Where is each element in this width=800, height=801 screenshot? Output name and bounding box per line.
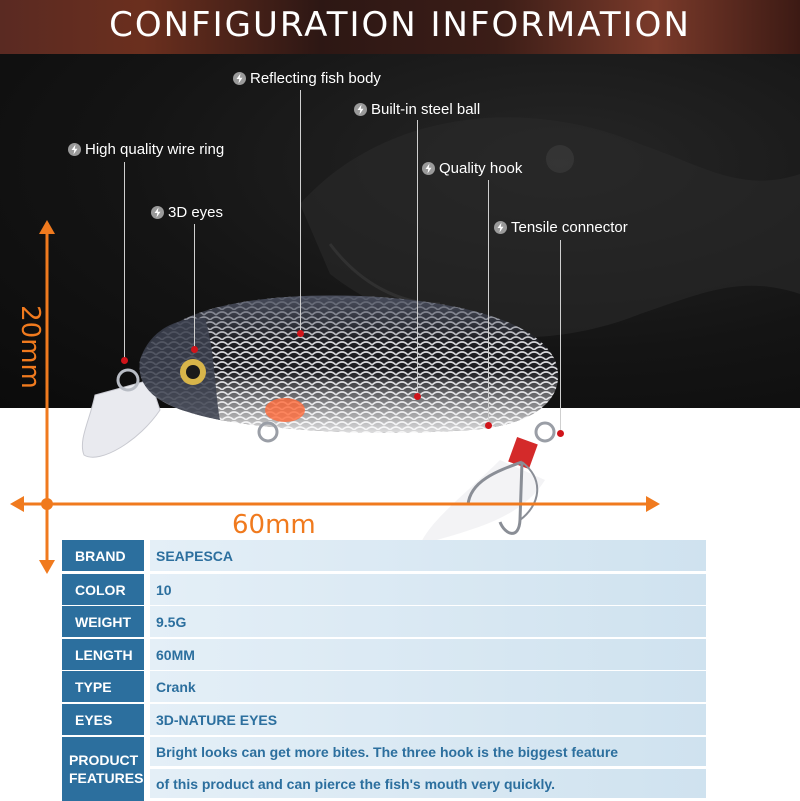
marker-connector: [557, 430, 564, 437]
marker-body: [297, 330, 304, 337]
leader-line-hook: [488, 180, 489, 424]
callout-connector: [494, 219, 628, 236]
lightning-icon: [422, 162, 435, 175]
spec-key: BRAND: [62, 540, 144, 571]
lightning-icon: [68, 143, 81, 156]
leader-line-steel-ball: [417, 120, 418, 395]
spec-value: 60MM: [150, 639, 706, 670]
lightning-icon: [151, 206, 164, 219]
spec-key: TYPE: [62, 671, 144, 702]
height-dimension-label: 20mm: [15, 305, 45, 389]
spec-row-color: [62, 574, 706, 605]
spec-value: 10: [150, 574, 706, 605]
spec-value: 3D-NATURE EYES: [150, 704, 706, 735]
callout-hook: [422, 160, 522, 177]
callout-label: Tensile connector: [511, 219, 628, 236]
leader-line-connector: [560, 240, 561, 430]
leader-line-eyes: [194, 224, 195, 348]
features-key-line: FEATURES: [69, 770, 144, 786]
callout-label: Built-in steel ball: [371, 101, 481, 118]
callout-body: [233, 70, 381, 87]
spec-row-eyes: [62, 704, 706, 735]
spec-key: WEIGHT: [62, 606, 144, 637]
callout-eyes: [151, 204, 223, 221]
length-dimension-label: 60mm: [232, 510, 316, 540]
callout-steel-ball: [354, 101, 480, 118]
lightning-icon: [233, 72, 246, 85]
spec-key: EYES: [62, 704, 144, 735]
spec-key: LENGTH: [62, 639, 144, 670]
marker-eyes: [191, 346, 198, 353]
leader-line-body: [300, 90, 301, 332]
page-title: CONFIGURATION INFORMATION: [109, 5, 691, 45]
spec-row-weight: [62, 606, 706, 637]
callout-label: Quality hook: [439, 160, 523, 177]
spec-row-features: [62, 737, 706, 801]
features-key-line: PRODUCT: [69, 752, 139, 768]
marker-hook: [485, 422, 492, 429]
spec-row-type: [62, 671, 706, 702]
marker-wire-ring: [121, 357, 128, 364]
callout-label: Reflecting fish body: [250, 70, 381, 87]
spec-row-brand: [62, 540, 706, 571]
spec-row-length: [62, 639, 706, 670]
callout-wire-ring: [68, 141, 224, 158]
leader-line-wire-ring: [124, 162, 125, 360]
callout-label: 3D eyes: [168, 204, 224, 221]
marker-steel-ball: [414, 393, 421, 400]
spec-value: 9.5G: [150, 606, 706, 637]
callout-label: High quality wire ring: [85, 141, 225, 158]
features-key: [62, 737, 144, 801]
spec-key: COLOR: [62, 574, 144, 605]
features-line: Bright looks can get more bites. The three hook is the biggest feature: [150, 737, 706, 766]
lightning-icon: [494, 221, 507, 234]
features-line: of this product and can pierce the fish's mouth very quickly.: [150, 769, 706, 798]
spec-value: SEAPESCA: [150, 540, 706, 571]
spec-value: Crank: [150, 671, 706, 702]
lightning-icon: [354, 103, 367, 116]
